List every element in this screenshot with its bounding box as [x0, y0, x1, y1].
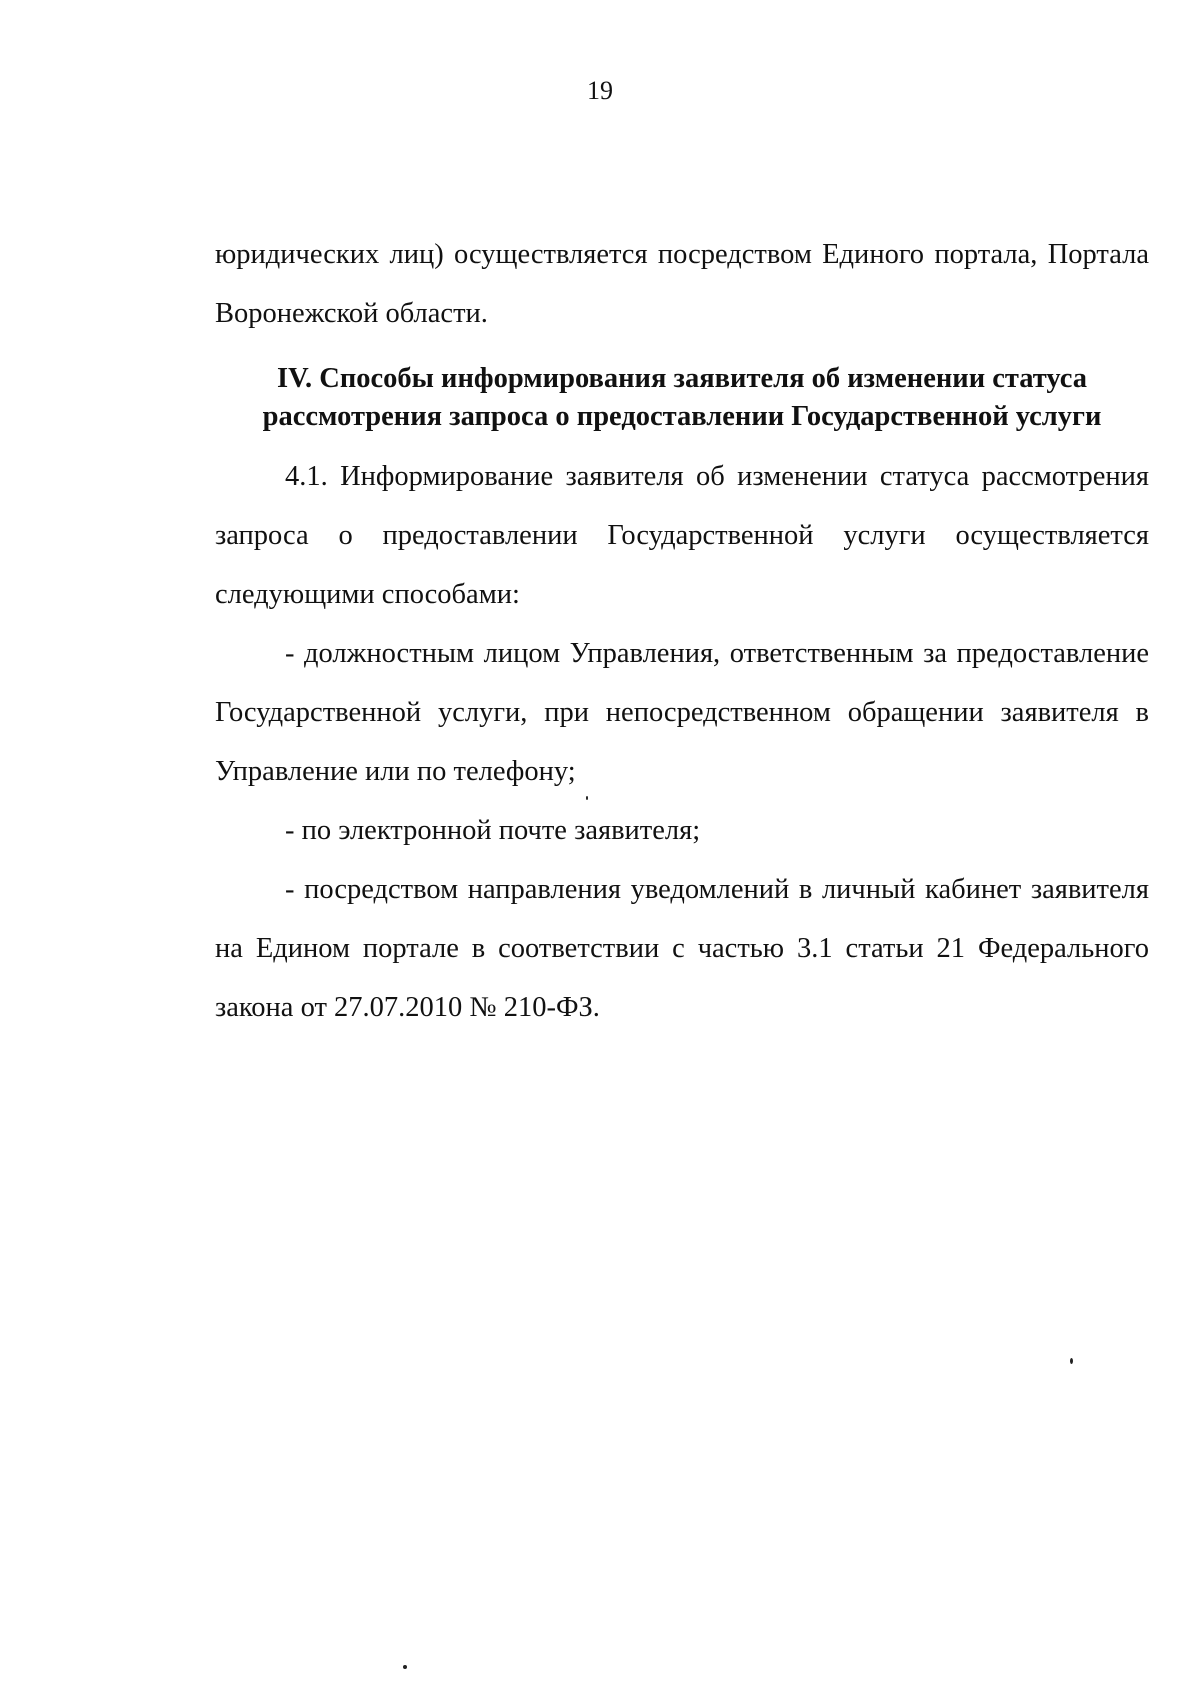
scan-speck: [586, 796, 588, 800]
page-number: 19: [587, 76, 613, 105]
section-heading-line-2: рассмотрения запроса о предоставлении Государственной услуги: [262, 401, 1102, 432]
list-item-portal: - посредством направления уведомлений в личный кабинет заявителя на Едином портале в соответствии с частью 3.1 статьи 21 Федерального закона от 27.07.2010 № 210-ФЗ.: [215, 874, 1149, 1023]
list-item-official: - должностным лицом Управления, ответственным за предоставление Государственной услуги, при непосредственном обращении заявителя в Управление или по телефону;: [215, 638, 1149, 787]
list-item-email: - по электронной почте заявителя;: [285, 815, 701, 846]
paragraph-4-1: 4.1. Информирование заявителя об изменении статуса рассмотрения запроса о предоставлении Государственной услуги осуществляется следующими способами:: [215, 461, 1149, 610]
scan-speck: [403, 1665, 407, 1669]
continuation-paragraph: юридических лиц) осуществляется посредством Единого портала, Портала Воронежской области.: [215, 239, 1149, 329]
section-heading-line-1: IV. Способы информирования заявителя об изменении статуса: [277, 363, 1087, 394]
section-heading: [215, 360, 1149, 436]
continuation-block: [215, 225, 1149, 343]
scan-speck: [1070, 1358, 1073, 1364]
section-body: [215, 447, 1149, 1037]
